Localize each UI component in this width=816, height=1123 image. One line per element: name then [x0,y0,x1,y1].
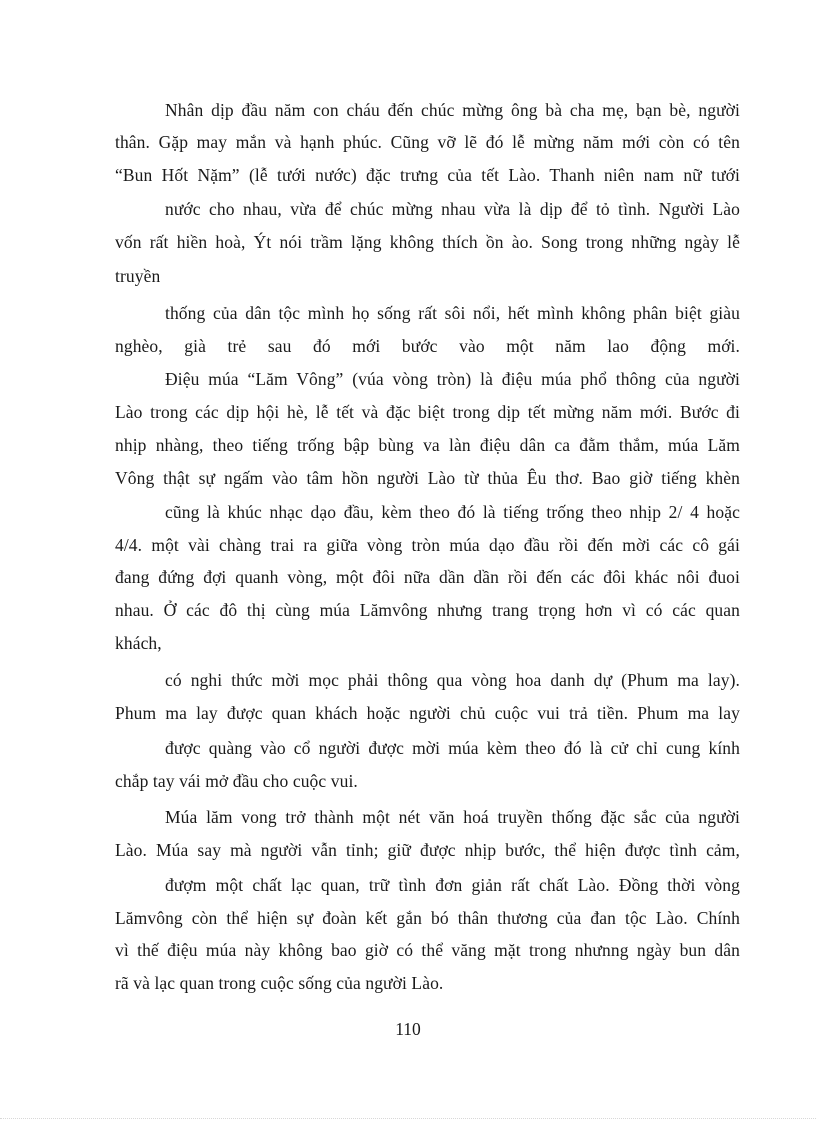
text-line: thân. Gặp may mắn và hạnh phúc. Cũng vỡ lẽ đó lễ mừng năm mới còn có tên [115,132,740,152]
text-line: nhau. Ở các đô thị cùng múa Lămvông nhưng trang trọng hơn vì có các quan [115,600,740,620]
text-line: Phum ma lay được quan khách hoặc người chủ cuộc vui trả tiền. Phum ma lay [115,703,740,723]
text-line: “Bun Hốt Nặm” (lễ tưới nước) đặc trưng của tết Lào. Thanh niên nam nữ tưới [115,165,740,185]
text-line: 4/4. một vài chàng trai ra giữa vòng tròn múa dạo đầu rồi đến mời các cô gái [115,535,740,555]
text-line: chắp tay vái mở đầu cho cuộc vui. [115,771,358,791]
text-line: vì thế điệu múa này không bao giờ có thể văng mặt trong nhưnng ngày bun dân [115,940,740,960]
text-line: truyền [115,266,161,286]
text-line: Múa lăm vong trở thành một nét văn hoá truyền thống đặc sắc của người [165,807,740,827]
page-number: 110 [395,1019,421,1039]
text-line: khách, [115,633,162,653]
text-line: Lămvông còn thể hiện sự đoàn kết gắn bó thân thương của đan tộc Lào. Chính [115,908,740,928]
text-line: Lào trong các dịp hội hè, lễ tết và đặc biệt trong dịp tết mừng năm mới. Bước đi [115,402,740,422]
text-line: được quàng vào cổ người được mời múa kèm theo đó là cử chỉ cung kính [165,738,740,758]
text-line: rã và lạc quan trong cuộc sống của người Lào. [115,973,444,993]
text-line: thống của dân tộc mình họ sống rất sôi nổi, hết mình không phân biệt giàu [165,303,740,323]
text-line: có nghi thức mời mọc phải thông qua vòng hoa danh dự (Phum ma lay). [165,670,740,690]
text-line: Vông thật sự ngấm vào tâm hồn người Lào từ thủa Êu thơ. Bao giờ tiếng khèn [115,468,740,488]
text-line: Nhân dịp đầu năm con cháu đến chúc mừng ông bà cha mẹ, bạn bè, người [165,100,740,120]
text-line: Lào. Múa say mà người vẫn tỉnh; giữ được nhịp bước, thể hiện được tình cảm, [115,840,740,860]
text-line: đượm một chất lạc quan, trữ tình đơn giản rất chất Lào. Đồng thời vòng [165,875,740,895]
text-line: nước cho nhau, vừa để chúc mừng nhau vừa là dịp để tỏ tình. Người Lào [165,199,740,219]
text-line: vốn rất hiền hoà, Ýt nói trầm lặng không thích ồn ào. Song trong những ngày lễ [115,232,740,252]
page-bottom-border [0,1118,816,1119]
text-line: đang đứng đợi quanh vòng, một đôi nữa dần dần rồi đến các đôi khác nôi đuoi [115,567,740,587]
text-line: nhịp nhàng, theo tiếng trống bập bùng va làn điệu dân ca đằm thắm, múa Lăm [115,435,740,455]
text-line: cũng là khúc nhạc dạo đầu, kèm theo đó là tiếng trống theo nhịp 2/ 4 hoặc [165,502,740,522]
text-line: Điệu múa “Lăm Vông” (vúa vòng tròn) là điệu múa phổ thông của người [165,369,740,389]
text-line: nghèo, già trẻ sau đó mới bước vào một năm lao động mới. [115,336,740,356]
